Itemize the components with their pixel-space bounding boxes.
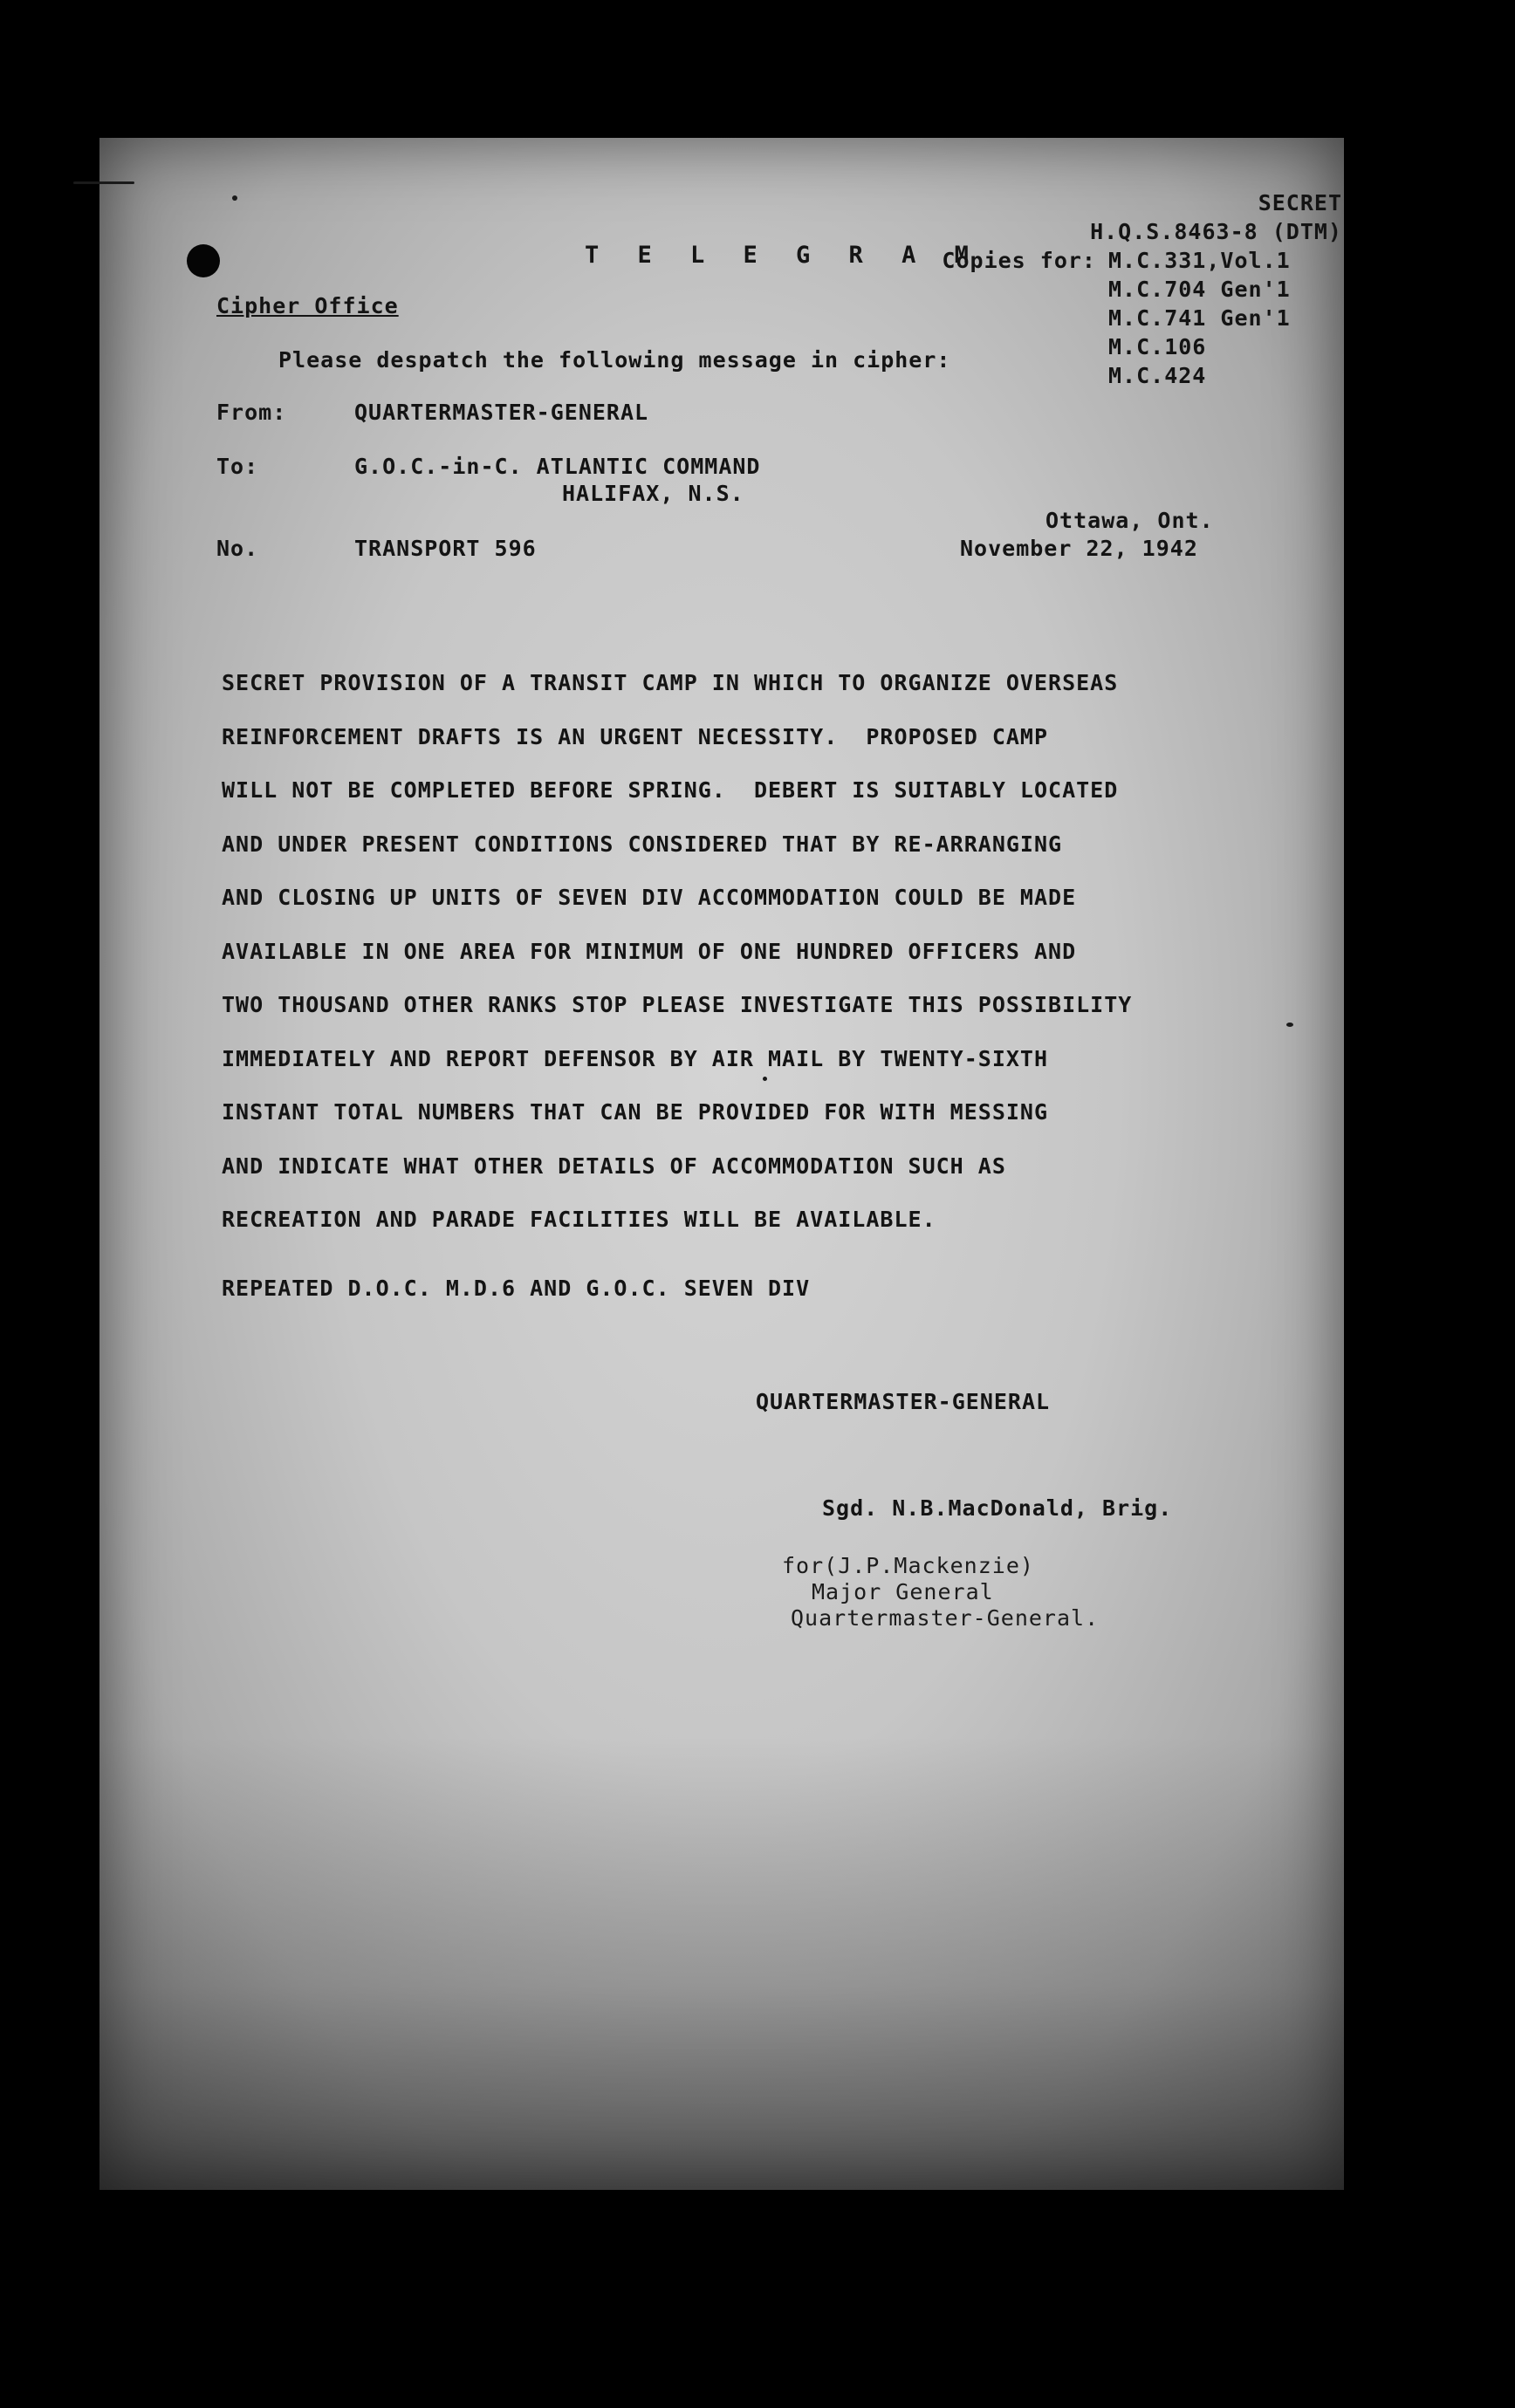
copy-ref: M.C.331,Vol.1 xyxy=(1108,248,1291,273)
despatch-instruction: Please despatch the following message in cipher: xyxy=(278,347,951,373)
from-label: From: xyxy=(216,400,287,425)
copies-row xyxy=(923,361,1342,390)
paper-speck xyxy=(73,181,134,184)
copy-ref: M.C.106 xyxy=(1108,334,1207,359)
body-line: AND INDICATE WHAT OTHER DETAILS OF ACCOMMODATION SUCH AS xyxy=(222,1153,1006,1179)
hole-punch xyxy=(187,244,220,277)
copy-ref: M.C.741 Gen'1 xyxy=(1108,305,1291,331)
copies-list xyxy=(923,246,1342,390)
body-line: INSTANT TOTAL NUMBERS THAT CAN BE PROVIDED FOR WITH MESSING xyxy=(222,1099,1049,1125)
from-value: QUARTERMASTER-GENERAL xyxy=(354,400,649,425)
signed-for: for(J.P.Mackenzie) xyxy=(782,1553,1034,1578)
classification-level: SECRET xyxy=(1258,190,1342,215)
paper-speck xyxy=(232,195,237,201)
number-label: No. xyxy=(216,536,259,561)
body-line: WILL NOT BE COMPLETED BEFORE SPRING. DEBERT IS SUITABLY LOCATED xyxy=(222,777,1119,803)
signatory-position: Quartermaster-General. xyxy=(791,1605,1100,1631)
to-label: To: xyxy=(216,454,259,479)
body-line: AND UNDER PRESENT CONDITIONS CONSIDERED THAT BY RE-ARRANGING xyxy=(222,831,1063,857)
signed-by: Sgd. N.B.MacDonald, Brig. xyxy=(822,1495,1173,1521)
repeated-to-line: REPEATED D.O.C. M.D.6 AND G.O.C. SEVEN DIV xyxy=(222,1276,811,1301)
copy-ref: M.C.424 xyxy=(1108,363,1207,388)
telegram-page xyxy=(99,138,1344,2190)
body-line: AND CLOSING UP UNITS OF SEVEN DIV ACCOMMODATION COULD BE MADE xyxy=(222,885,1077,910)
body-line: IMMEDIATELY AND REPORT DEFENSOR BY AIR MAIL BY TWENTY-SIXTH xyxy=(222,1045,1049,1071)
copies-row xyxy=(923,332,1342,361)
message-body xyxy=(222,670,1304,1261)
signature-title: QUARTERMASTER-GENERAL xyxy=(756,1389,1051,1414)
copies-row xyxy=(923,246,1342,275)
body-line: REINFORCEMENT DRAFTS IS AN URGENT NECESSITY. PROPOSED CAMP xyxy=(222,723,1049,749)
body-line: AVAILABLE IN ONE AREA FOR MINIMUM OF ONE HUNDRED OFFICERS AND xyxy=(222,938,1077,964)
body-line: SECRET PROVISION OF A TRANSIT CAMP IN WHICH TO ORGANIZE OVERSEAS xyxy=(222,670,1119,695)
copies-row xyxy=(923,304,1342,332)
paper-speck xyxy=(763,1077,767,1081)
classification-block xyxy=(923,188,1342,246)
signatory-rank: Major General xyxy=(812,1579,994,1604)
copies-label: Copies for: xyxy=(942,248,1096,273)
cipher-office-heading: Cipher Office xyxy=(216,293,399,318)
paper-speck xyxy=(1286,1023,1293,1027)
copies-row xyxy=(923,275,1342,304)
to-recipient: G.O.C.-in-C. ATLANTIC COMMAND xyxy=(354,454,761,479)
telegram-title: T E L E G R A M xyxy=(585,242,981,269)
to-location: HALIFAX, N.S. xyxy=(562,481,744,506)
body-line: RECREATION AND PARADE FACILITIES WILL BE AVAILABLE. xyxy=(222,1207,936,1232)
file-reference: H.Q.S.8463-8 (DTM) xyxy=(1090,219,1342,244)
message-number: TRANSPORT 596 xyxy=(354,536,537,561)
copy-ref: M.C.704 Gen'1 xyxy=(1108,277,1291,302)
body-line: TWO THOUSAND OTHER RANKS STOP PLEASE INVESTIGATE THIS POSSIBILITY xyxy=(222,992,1133,1017)
message-date: November 22, 1942 xyxy=(960,536,1198,561)
origin-place: Ottawa, Ont. xyxy=(1045,508,1214,533)
